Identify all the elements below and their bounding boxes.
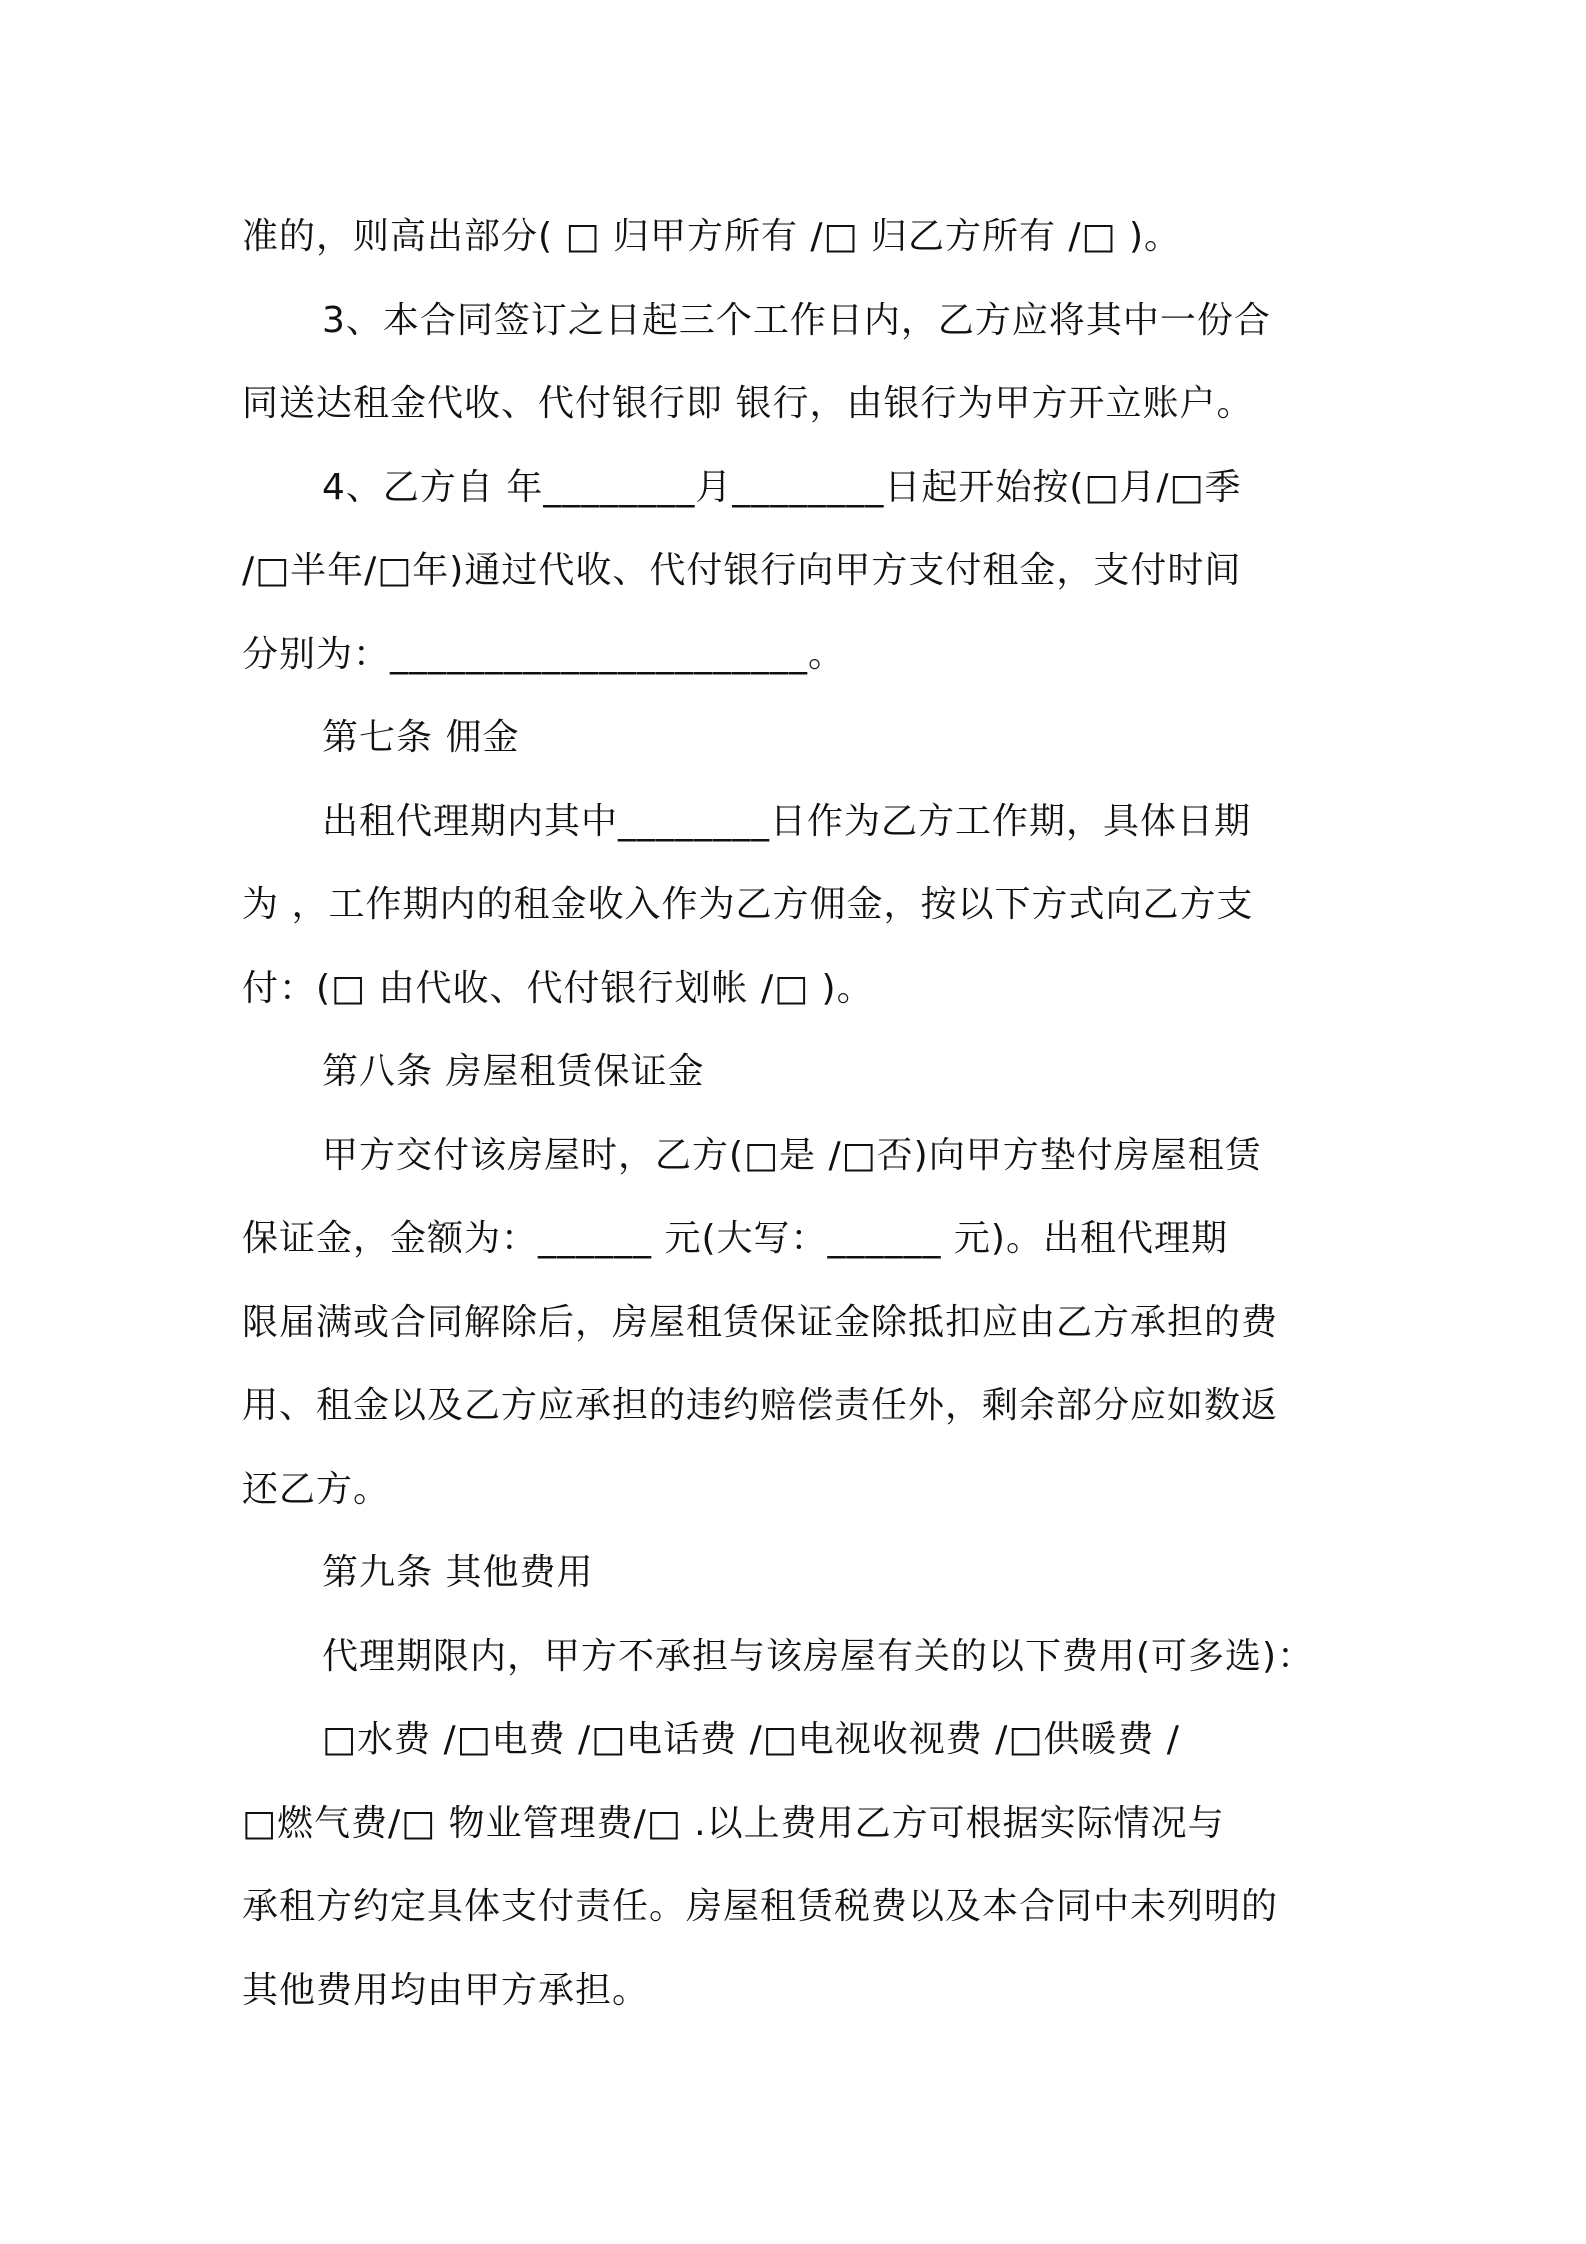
document-line: 出租代理期内其中________日作为乙方工作期，具体日期 (322, 800, 1252, 842)
document-line: 代理期限内，甲方不承担与该房屋有关的以下费用(可多选)： (322, 1635, 1315, 1677)
document-line: 分别为：______________________。 (242, 633, 846, 675)
document-line: 承租方约定具体支付责任。房屋租赁税费以及本合同中未列明的 (242, 1886, 1279, 1927)
document-line: 为 ，工作期内的租金收入作为乙方佣金，按以下方式向乙方支 (242, 884, 1254, 925)
document-line: 甲方交付该房屋时，乙方(□是 /□否)向甲方垫付房屋租赁 (322, 1134, 1262, 1176)
document-line: 保证金，金额为：______ 元(大写：______ 元)。出租代理期 (242, 1218, 1228, 1259)
document-line: □水费 /□电费 /□电话费 /□电视收视费 /□供暖费 / (322, 1719, 1180, 1760)
document-body (242, 195, 1354, 2032)
document-line: 用、租金以及乙方应承担的违约赔偿责任外，剩余部分应如数返 (242, 1385, 1279, 1426)
document-line: 第九条 其他费用 (322, 1552, 594, 1593)
document-line: 3、本合同签订之日起三个工作日内，乙方应将其中一份合 (322, 299, 1271, 341)
document-line: 其他费用均由甲方承担。 (242, 1969, 650, 2011)
document-line: 付：(□ 由代收、代付银行划帐 /□ )。 (242, 967, 874, 1009)
document-line: /□半年/□年)通过代收、代付银行向甲方支付租金，支付时间 (242, 550, 1242, 591)
document-line: 准的，则高出部分( □ 归甲方所有 /□ 归乙方所有 /□ )。 (242, 216, 1182, 257)
document-line: 4、乙方自 年________月________日起开始按(□月/□季 (322, 466, 1242, 508)
document-line: 限届满或合同解除后，房屋租赁保证金除抵扣应由乙方承担的费 (242, 1301, 1279, 1343)
document-line: 同送达租金代收、代付银行即 银行，由银行为甲方开立账户。 (242, 383, 1254, 424)
document-line: 第八条 房屋租赁保证金 (322, 1051, 705, 1092)
document-line: 还乙方。 (242, 1468, 391, 1510)
document-line: 第七条 佣金 (322, 717, 520, 758)
document-line: □燃气费/□ 物业管理费/□ .以上费用乙方可根据实际情况与 (242, 1802, 1225, 1844)
